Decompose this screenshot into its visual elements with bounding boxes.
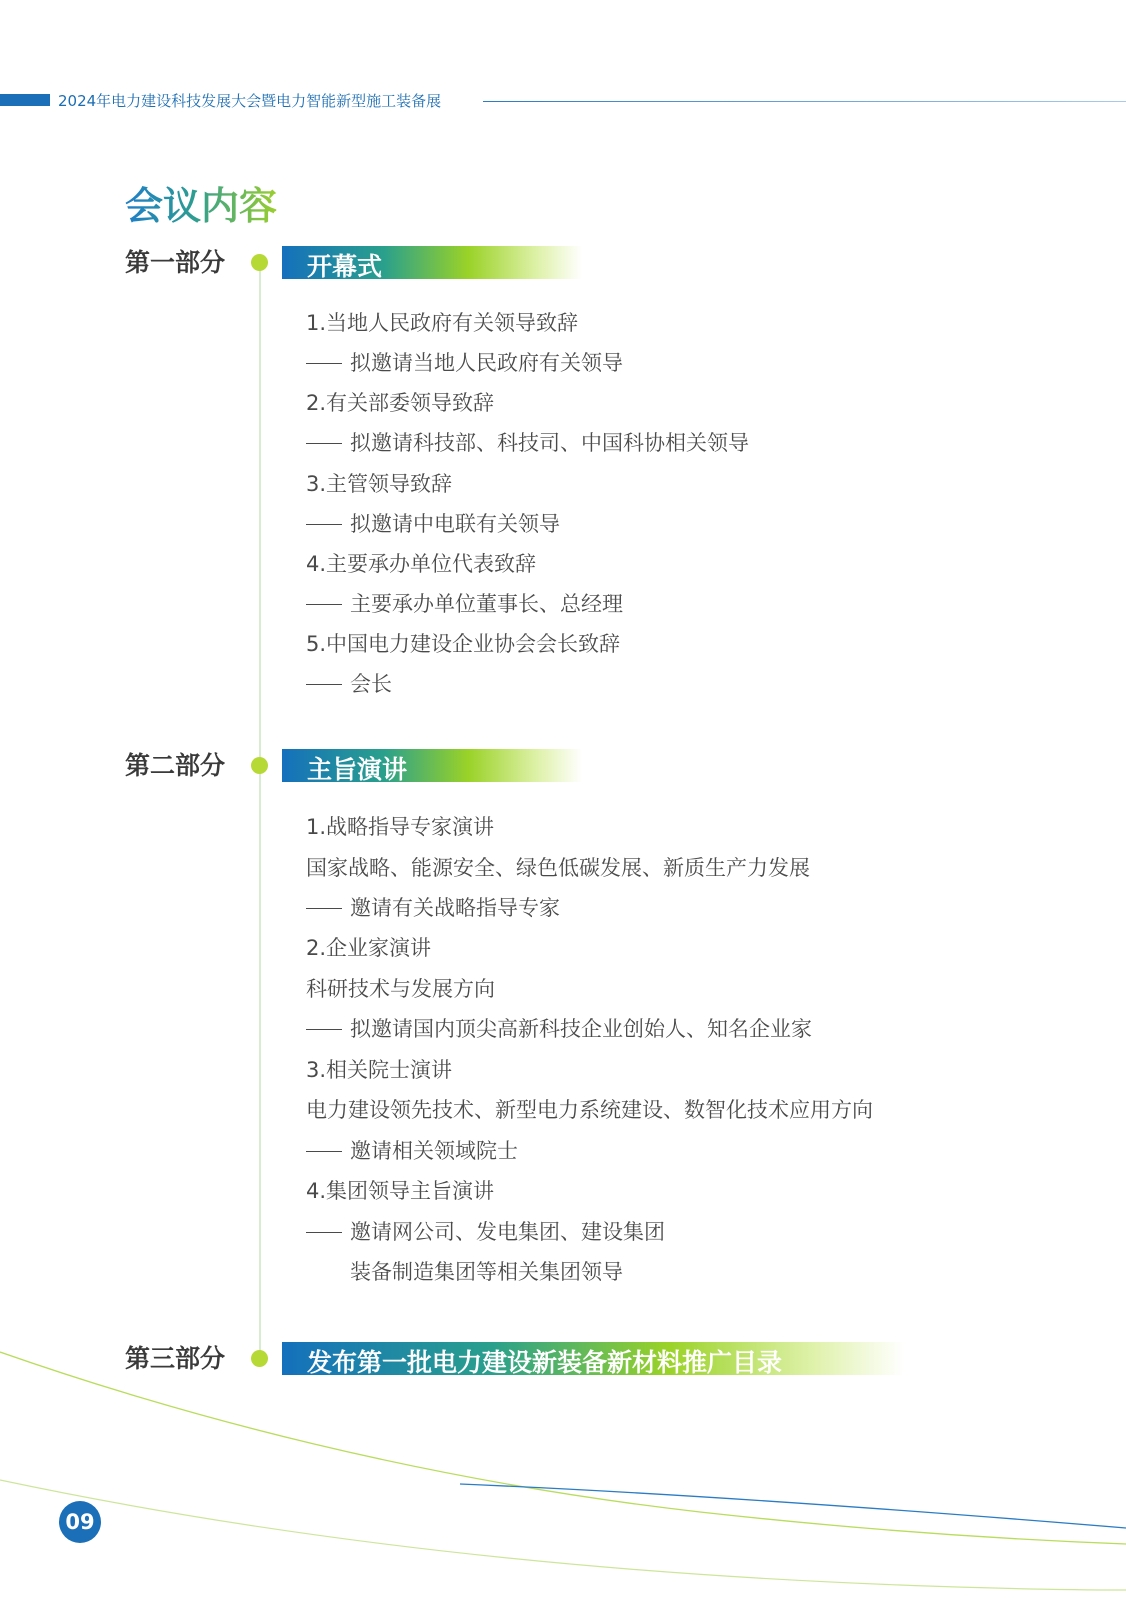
section-heading-2: 主旨演讲 <box>307 755 408 784</box>
list-item: 3.相关院士演讲 <box>306 1058 453 1082</box>
section-heading-1: 开幕式 <box>307 252 383 281</box>
section-heading-3: 发布第一批电力建设新装备新材料推广目录 <box>307 1348 783 1377</box>
list-item: 1.当地人民政府有关领导致辞 <box>306 311 579 335</box>
page-number-badge: 09 <box>59 1501 101 1543</box>
list-item: 拟邀请当地人民政府有关领导 <box>306 350 623 376</box>
list-item: 拟邀请中电联有关领导 <box>306 511 560 537</box>
header-title: 2024年电力建设科技发展大会暨电力智能新型施工装备展 <box>58 92 442 110</box>
list-item: 2.企业家演讲 <box>306 936 432 960</box>
list-item: 会长 <box>306 671 392 697</box>
list-item: 2.有关部委领导致辞 <box>306 391 495 415</box>
list-item: 国家战略、能源安全、绿色低碳发展、新质生产力发展 <box>306 856 810 880</box>
list-item: 1.战略指导专家演讲 <box>306 815 495 839</box>
list-item: 5.中国电力建设企业协会会长致辞 <box>306 632 621 656</box>
list-item: 4.集团领导主旨演讲 <box>306 1179 495 1203</box>
page-title: 会议内容 <box>125 175 277 230</box>
list-item: 电力建设领先技术、新型电力系统建设、数智化技术应用方向 <box>306 1098 873 1122</box>
list-item: 邀请有关战略指导专家 <box>306 895 560 921</box>
list-item: 邀请相关领域院士 <box>306 1138 518 1164</box>
list-item: 装备制造集团等相关集团领导 <box>350 1260 623 1284</box>
list-item: 拟邀请国内顶尖高新科技企业创始人、知名企业家 <box>306 1016 812 1042</box>
section-label-1: 第一部分 <box>125 248 226 277</box>
list-item: 科研技术与发展方向 <box>306 977 495 1001</box>
section-label-2: 第二部分 <box>125 751 226 780</box>
section-label-3: 第三部分 <box>125 1344 226 1373</box>
list-item: 主要承办单位董事长、总经理 <box>306 591 623 617</box>
list-item: 邀请网公司、发电集团、建设集团 <box>306 1219 665 1245</box>
list-item: 3.主管领导致辞 <box>306 472 453 496</box>
list-item: 拟邀请科技部、科技司、中国科协相关领导 <box>306 430 749 456</box>
list-item: 4.主要承办单位代表致辞 <box>306 552 537 576</box>
